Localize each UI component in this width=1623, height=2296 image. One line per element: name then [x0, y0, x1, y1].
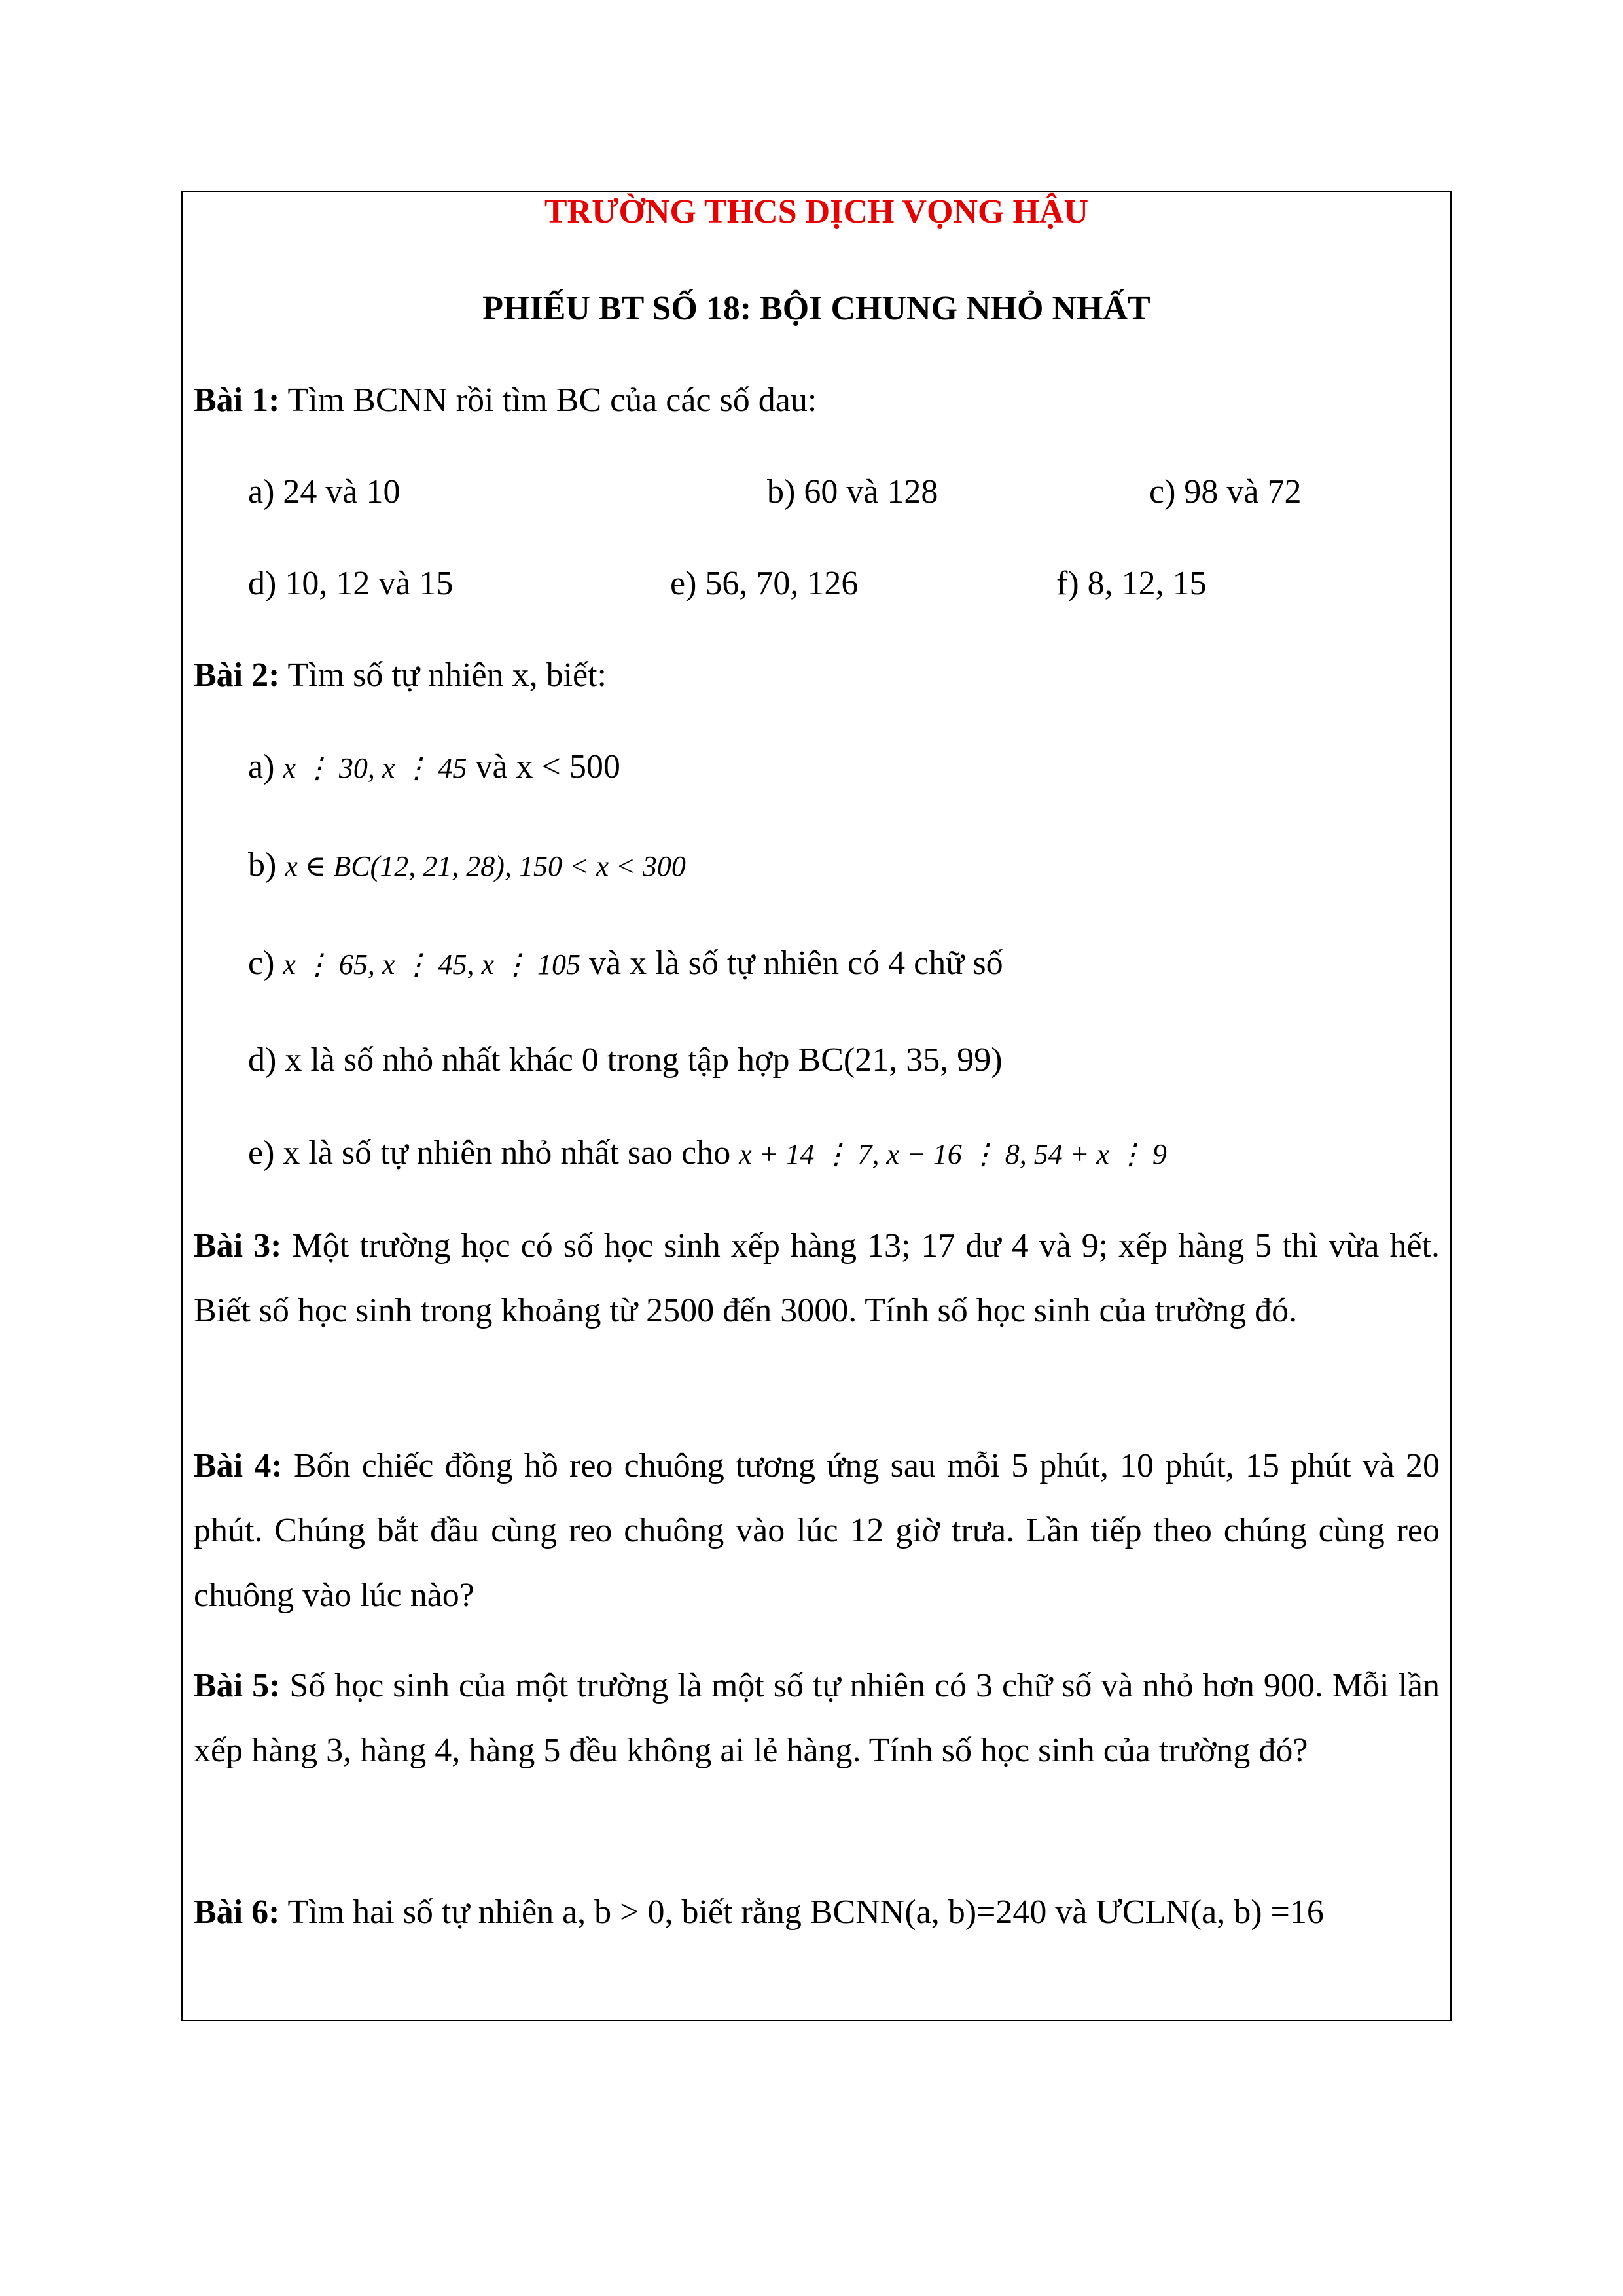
exercise-2-heading [194, 656, 607, 695]
exercise-2-label: Bài 2: [194, 656, 280, 694]
exercise-5 [194, 1653, 1440, 1783]
exercise-2-b-math: x ∈ BC(12, 21, 28), 150 < x < 300 [285, 850, 686, 882]
exercise-1-label: Bài 1: [194, 382, 280, 419]
exercise-6-text: Tìm hai số tự nhiên a, b > 0, biết rằng BCNN(a, b)=240 và ƯCLN(a, b) =16 [279, 1893, 1324, 1931]
exercise-2-b-prefix: b) [248, 846, 277, 884]
school-name: TRƯỜNG THCS DỊCH VỌNG HẬU [544, 193, 1089, 230]
sheet-title: PHIẾU BT SỐ 18: BỘI CHUNG NHỎ NHẤT [482, 290, 1150, 327]
exercise-2-item-a [248, 747, 620, 788]
exercise-2-c-prefix: c) [248, 944, 275, 982]
exercise-5-text: Số học sinh của một trường là một số tự nhiên có 3 chữ số và nhỏ hơn 900. Mỗi lần xếp hàng 3, hàng 4, hàng 5 đều không ai lẻ hàng. Tính số học sinh của trường đó? [194, 1667, 1440, 1769]
exercise-1-text: Tìm BCNN rồi tìm BC của các số dau: [279, 382, 817, 419]
exercise-4 [194, 1433, 1440, 1628]
exercise-3 [194, 1213, 1440, 1343]
exercise-1-heading [194, 381, 817, 420]
exercise-2-item-d: d) x là số nhỏ nhất khác 0 trong tập hợp BC(21, 35, 99) [248, 1041, 1003, 1079]
exercise-2-e-text: e) x là số tự nhiên nhỏ nhất sao cho [248, 1134, 740, 1172]
exercise-5-label: Bài 5: [194, 1667, 281, 1704]
exercise-4-text: Bốn chiếc đồng hồ reo chuông tương ứng sau mỗi 5 phút, 10 phút, 15 phút và 20 phút. Chúng bắt đầu cùng reo chuông vào lúc 12 giờ trưa. Lần tiếp theo chúng cùng reo chuông vào lúc nào? [194, 1447, 1440, 1614]
exercise-1-item-e: e) 56, 70, 126 [670, 565, 859, 602]
exercise-2-c-text: và x là số tự nhiên có 4 chữ số [580, 944, 1003, 982]
exercise-1-item-f: f) 8, 12, 15 [1056, 565, 1207, 602]
exercise-2-e-math: x + 14 ⋮ 7, x − 16 ⋮ 8, 54 + x ⋮ 9 [739, 1138, 1167, 1170]
worksheet-frame [181, 191, 1452, 2021]
exercise-2-item-b [248, 846, 686, 886]
exercise-3-label: Bài 3: [194, 1227, 282, 1265]
exercise-3-text: Một trường học có số học sinh xếp hàng 13; 17 dư 4 và 9; xếp hàng 5 thì vừa hết. Biết số học sinh trong khoảng từ 2500 đến 3000. Tính số học sinh của trường đó. [194, 1227, 1440, 1329]
exercise-2-item-e [248, 1134, 1167, 1174]
exercise-2-a-prefix: a) [248, 748, 275, 785]
exercise-2-c-math: x ⋮ 65, x ⋮ 45, x ⋮ 105 [283, 948, 580, 980]
exercise-2-item-c [248, 944, 1003, 984]
exercise-6 [194, 1893, 1324, 1932]
exercise-1-item-a: a) 24 và 10 [248, 473, 401, 511]
exercise-2-text: Tìm số tự nhiên x, biết: [279, 656, 607, 694]
exercise-1-item-d: d) 10, 12 và 15 [248, 565, 454, 602]
exercise-4-label: Bài 4: [194, 1447, 283, 1484]
exercise-2-a-math: x ⋮ 30, x ⋮ 45 [283, 752, 467, 784]
exercise-1-item-b: b) 60 và 128 [767, 473, 938, 511]
exercise-2-a-text: và x < 500 [467, 748, 620, 785]
exercise-1-item-c: c) 98 và 72 [1149, 473, 1302, 511]
exercise-6-label: Bài 6: [194, 1893, 280, 1931]
